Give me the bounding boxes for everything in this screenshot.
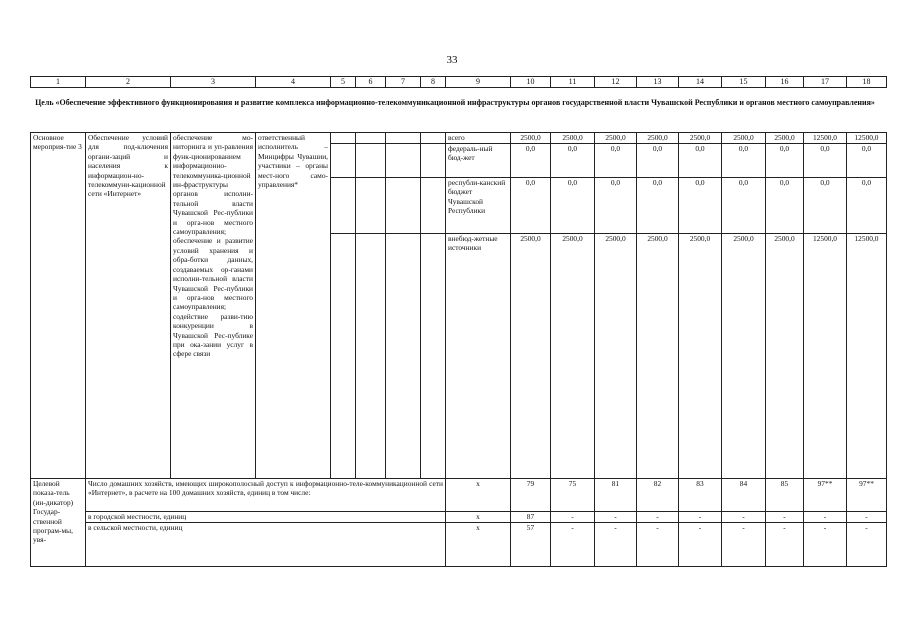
value-cell: 2500,0 bbox=[679, 234, 722, 479]
value-cell: 0,0 bbox=[766, 144, 804, 178]
page-number: 33 bbox=[446, 54, 458, 66]
funding-source: всего bbox=[446, 133, 511, 144]
value-cell: 83 bbox=[679, 479, 722, 512]
code-cell bbox=[386, 234, 421, 479]
value-cell: 2500,0 bbox=[637, 133, 679, 144]
value-cell: - bbox=[804, 523, 847, 567]
value-cell: 57 bbox=[511, 523, 551, 567]
event-description: обеспечение мо-ниторинга и уп-равления функ-ционированием информационно-телекоммуника-ционной ин-фраструктуры органов исполни-тельной власти Чувашской Рес-публики и орга-нов местного самоуправления; обеспечение и развитие условий хранения и обра-ботки данных, создаваемых ор-ганами исполни-тельной власти Чувашской Рес-публики и орга-нов местного самоуправления; содействие разви-тию конкуренции в Чувашской Рес-публике при ока-зании услуг в сфере связи bbox=[173, 133, 253, 359]
code-cell bbox=[356, 133, 386, 144]
value-cell: - bbox=[766, 523, 804, 567]
column-number: 9 bbox=[446, 77, 511, 88]
indicator-text: в сельской местности, единиц bbox=[86, 523, 446, 567]
column-number: 14 bbox=[679, 77, 722, 88]
indicator-mark: x bbox=[446, 479, 511, 512]
value-cell: - bbox=[637, 523, 679, 567]
value-cell: 97** bbox=[847, 479, 887, 512]
value-cell: 0,0 bbox=[551, 178, 595, 234]
value-cell: - bbox=[637, 512, 679, 523]
value-cell: 12500,0 bbox=[804, 234, 847, 479]
indicator-label: Целевой показа-тель (ин-дикатор) Государ-ственной програм-мы, увя- bbox=[33, 479, 74, 545]
event-type: Основное мероприя-тие 3 bbox=[33, 133, 82, 152]
column-number: 17 bbox=[804, 77, 847, 88]
value-cell: 0,0 bbox=[766, 178, 804, 234]
code-cell bbox=[331, 234, 356, 479]
value-cell: - bbox=[766, 512, 804, 523]
value-cell: 2500,0 bbox=[766, 133, 804, 144]
value-cell: 84 bbox=[722, 479, 766, 512]
indicator-mark: x bbox=[446, 523, 511, 567]
value-cell: - bbox=[722, 523, 766, 567]
column-number: 6 bbox=[356, 77, 386, 88]
indicator-row-urban bbox=[31, 512, 887, 523]
value-cell: 0,0 bbox=[722, 144, 766, 178]
value-cell: 0,0 bbox=[722, 178, 766, 234]
value-cell: 12500,0 bbox=[847, 133, 887, 144]
value-cell: - bbox=[847, 523, 887, 567]
value-cell: 87 bbox=[511, 512, 551, 523]
value-cell: - bbox=[595, 523, 637, 567]
value-cell: - bbox=[595, 512, 637, 523]
code-cell bbox=[421, 234, 446, 479]
column-number: 11 bbox=[551, 77, 595, 88]
indicator-label-cell bbox=[31, 479, 86, 567]
value-cell: - bbox=[804, 512, 847, 523]
value-cell: - bbox=[722, 512, 766, 523]
value-cell: 0,0 bbox=[511, 144, 551, 178]
value-cell: 0,0 bbox=[804, 144, 847, 178]
value-cell: - bbox=[679, 512, 722, 523]
value-cell: 2500,0 bbox=[766, 234, 804, 479]
value-cell: 2500,0 bbox=[722, 133, 766, 144]
value-cell: 2500,0 bbox=[511, 234, 551, 479]
code-cell bbox=[356, 144, 386, 178]
code-cell bbox=[356, 234, 386, 479]
funding-source: республи-канский бюджет Чувашской Республики bbox=[446, 178, 511, 234]
value-cell: 85 bbox=[766, 479, 804, 512]
column-number: 2 bbox=[86, 77, 171, 88]
event-name: Обеспечение условий для под-ключения органи-заций и населения к информацион-но-телекоммуни-кационной сети «Интернет» bbox=[88, 133, 168, 199]
value-cell: 0,0 bbox=[847, 144, 887, 178]
funding-row-total bbox=[31, 133, 887, 144]
value-cell: 97** bbox=[804, 479, 847, 512]
column-number: 3 bbox=[171, 77, 256, 88]
program-table bbox=[30, 132, 887, 567]
code-cell bbox=[386, 178, 421, 234]
value-cell: 0,0 bbox=[679, 144, 722, 178]
column-number: 4 bbox=[256, 77, 331, 88]
value-cell: 2500,0 bbox=[722, 234, 766, 479]
value-cell: 2500,0 bbox=[511, 133, 551, 144]
value-cell: 0,0 bbox=[637, 144, 679, 178]
value-cell: - bbox=[847, 512, 887, 523]
event-description-cell bbox=[171, 133, 256, 479]
indicator-row-total bbox=[31, 479, 887, 512]
event-type-cell bbox=[31, 133, 86, 479]
column-number: 15 bbox=[722, 77, 766, 88]
funding-source: федераль-ный бюд-жет bbox=[446, 144, 511, 178]
value-cell: 0,0 bbox=[511, 178, 551, 234]
column-number: 16 bbox=[766, 77, 804, 88]
value-cell: 2500,0 bbox=[637, 234, 679, 479]
value-cell: 2500,0 bbox=[679, 133, 722, 144]
indicator-row-rural bbox=[31, 523, 887, 567]
column-number: 13 bbox=[637, 77, 679, 88]
code-cell bbox=[331, 144, 356, 178]
value-cell: 12500,0 bbox=[847, 234, 887, 479]
value-cell: 2500,0 bbox=[551, 234, 595, 479]
value-cell: 79 bbox=[511, 479, 551, 512]
event-executor: ответственный исполнитель – Минцифры Чувашии, участники – органы мест-ного само-управления* bbox=[258, 133, 328, 190]
code-cell bbox=[331, 133, 356, 144]
indicator-mark: x bbox=[446, 512, 511, 523]
column-number: 5 bbox=[331, 77, 356, 88]
value-cell: 82 bbox=[637, 479, 679, 512]
code-cell bbox=[421, 144, 446, 178]
value-cell: - bbox=[679, 523, 722, 567]
indicator-text: в городской местности, единиц bbox=[86, 512, 446, 523]
column-number: 10 bbox=[511, 77, 551, 88]
column-number: 12 bbox=[595, 77, 637, 88]
indicator-text: Число домашних хозяйств, имеющих широкополосный доступ к информационно-теле-коммуникационной сети «Интернет», в расчете на 100 домашних хозяйств, единиц в том числе: bbox=[86, 479, 446, 512]
value-cell: 0,0 bbox=[847, 178, 887, 234]
event-name-cell bbox=[86, 133, 171, 479]
value-cell: 2500,0 bbox=[551, 133, 595, 144]
value-cell: 0,0 bbox=[679, 178, 722, 234]
funding-source: внебюд-жетные источники bbox=[446, 234, 511, 479]
value-cell: 2500,0 bbox=[595, 234, 637, 479]
value-cell: 0,0 bbox=[551, 144, 595, 178]
code-cell bbox=[386, 133, 421, 144]
value-cell: - bbox=[551, 512, 595, 523]
column-number: 18 bbox=[847, 77, 887, 88]
goal-title: Цель «Обеспечение эффективного функционирования и развитие комплекса информационно-телекоммуникационной инфраструктуры органов государственной власти Чувашской Республики и органов местного самоуправления» bbox=[35, 98, 875, 107]
value-cell: 0,0 bbox=[595, 178, 637, 234]
code-cell bbox=[421, 178, 446, 234]
column-number: 1 bbox=[31, 77, 86, 88]
value-cell: - bbox=[551, 523, 595, 567]
value-cell: 75 bbox=[551, 479, 595, 512]
column-number-header bbox=[30, 76, 887, 88]
column-number: 7 bbox=[386, 77, 421, 88]
code-cell bbox=[386, 144, 421, 178]
code-cell bbox=[356, 178, 386, 234]
value-cell: 0,0 bbox=[595, 144, 637, 178]
value-cell: 2500,0 bbox=[595, 133, 637, 144]
code-cell bbox=[331, 178, 356, 234]
value-cell: 81 bbox=[595, 479, 637, 512]
column-number: 8 bbox=[421, 77, 446, 88]
code-cell bbox=[421, 133, 446, 144]
value-cell: 0,0 bbox=[637, 178, 679, 234]
value-cell: 0,0 bbox=[804, 178, 847, 234]
event-executor-cell bbox=[256, 133, 331, 479]
value-cell: 12500,0 bbox=[804, 133, 847, 144]
